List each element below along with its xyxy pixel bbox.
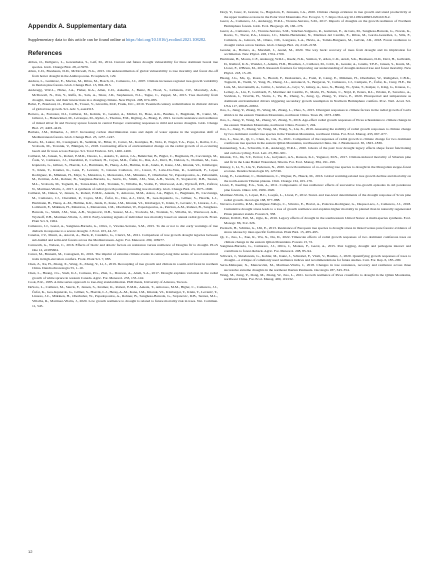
reference-entry: Pretzsch, H., Schütze, G., Uhl, E., 2013. Resistance of European tree species to drought stress in mixed versus pure forests: evidence of stress release by inter-specific facilitation. Plant Biol. 15, 483–495.: [220, 225, 411, 235]
reference-entry: Kharuk, V.I., Im, S.T., Petrov, I.A., Golyukov, A.S., Ranson, K.J., Yagunov, M.N., 2017. Climate-induced mortality of Siberian pine and fir in the Lake Baikal Watershed, Siberia. For. Ecol. Manag. 384, 191–199.: [220, 155, 411, 164]
reference-entry: Babst, F., Bouriaud, O., Poulter, B., Trouet, V., Girardin, M.P., Frank, D.C., 2019. Twentieth century redistribution in climatic drivers of global tree growth. Sci. Adv. 5, eaat4313.: [28, 102, 218, 111]
reference-entry: Chen, L., Huang, J.G., Stadt, K.J., Comeau, P.G., Zhai, L., Dawson, A., Alam, S.A., 2017. Drought explains variation in the radial growth of white spruce in western Canada. Agric. For. Meteorol. 233, 133–142.: [28, 270, 218, 280]
reference-entry: Liang, E., Leuschner, C., Dulamsuren, C., Wagner, B., Hauck, M., 2016. Global warming-related tree growth decline and mortality on the north-eastern Tibetan plateau. Clim. Change 134, 163–176.: [220, 174, 411, 183]
reference-entry: DeSoto, L., Cailleret, M., Sterck, F., Jansen, S., Kramer, K., Robert, E.M.R., Aakala, T., Amoroso, M.M., Bigler, C., Camarero, J.J., Čufar, K., Gea-Izquierdo, G., Gillner, S., Haavik, L.J., Hereş, A.-M., Kane, J.M., Kharuk, V.I., Kitzberger, T., Klein, T., Levanič, T., Linares, J.C., Mäkinen, H., Oberhuber, W., Papadopoulos, A., Rohner, B., Sangüesa-Barreda, G., Stojanovic, D.B., Suárez, M.L., Villalba, R., Martínez-Vilalta, J., 2020. Low growth resilience to drought is related to future mortality risk in trees. Nat. Commun. 11, 545.: [28, 285, 218, 308]
reference-entry: Schwarz, J., Skiadaresis, G., Kohler, M., Kunz, J., Schnabel, F., Vitali, V., Bauhus, J., 2020. Quantifying growth responses of trees to drought—a critique of commonly used resilience indices and recommendations for future studies. Curr. For. Rep. 6, 185–200.: [220, 253, 411, 263]
reference-entry: Cailleret, M., Dakos, V., Jansen, S., Robert, E.M.R., Aakala, T., Amoroso, M.M., Antos, J.A., Bigler, C., Bugmann, H., Caccianiga, M., Camarero, J.J., Cherubini, P., Coyea, M.R., Čufar, K., Das, A.J., Davi, H., Gea-Izquierdo, G., Gillner, S., Haavik, L.J., Hartmann, H., Hereş, A.-M., Hultine, K.R., Janda, P., Kane, J.M., Kharuk, V.I., Kitzberger, T., Klein, T., Levanic, T., Linares, J.-C., Lombardi, F., Mäkinen, H., Mészáros, I., Metsaranta, J.M., Oberhuber, W., Papadopoulos, A., Petritan, A.M., Rohner, B., Sangüesa-Barreda, G., Smith, J.M., Stan, A.B., Stojanovic, D.B., Suarez, M.-L., Svoboda, M., Trotsiuk, V., Villalba, R., Westwood, A.R., Wyckoff, P.H., Martínez-Vilalta, J., 2019. Early-warning signals of individual tree mortality based on annual radial growth. Front. Plant Sci. 9, 1964.: [28, 191, 218, 224]
reference-entry: Dorji, Y., Isaac, P., Gratzer, G., Hagedorn, F., Janssens, I.A., 2020. Climate change evidence in tree growth and stand productivity at the upper treeline ecotone in the Polar Ural Mountains. For. Ecosyst. 7, 7. https://doi.org/10.1186/s40663-020-0218-2.: [220, 10, 411, 19]
reference-entry: Martínez-Vilalta, J., López, B.C., Loepfe, L., Lloret, F., 2012. Stand- and tree-level determinants of the drought response of Scots pine radial growth. Oecologia 168, 877–888.: [220, 192, 411, 202]
reference-entry: Camarero, J.J., Gazol, A., Sangüesa-Barreda, G., Oliva, J., Vicente-Serrano, S.M., 2015. To die or not to die: early warnings of tree dieback in response to a severe drought. J. Ecol. 103, 44–57.: [28, 224, 218, 233]
reference-entry: Wang, M., Jiang, Y., Dong, M., Zhang, W., Jiao, L., 2021. Growth resilience of Picea crassifolia to drought in the Qilian Mountains, northwest China. For. Ecol. Manag. 490, 119132.: [220, 272, 411, 282]
reference-entry: Abbes, O., Dellgerro, L., Gotzenheiss, S., Leif, M., 2014. Current and future drought vulnerability for three dominant boreal tree species. Glob. Change Biol. 28, e15976.: [28, 60, 218, 69]
reference-entry: Jiao, L., Jiang, Y., Wang, M., Zhang, W., Zhang, Y., 2016. Age-effect radial growth responses of Picea schrenkiana to climate change in the eastern Tianshan Mountains, northwest China. Forests 7, 294.: [220, 117, 411, 127]
appendix-section: [28, 23, 218, 42]
reference-entry: Gazol, A., Camarero, J.J., Anderegg, W.R.L., Vicente-Serrano, S.M., 2017. Impacts of droughts on the growth resilience of Northern Hemisphere forests. Glob. Ecol. Biogeogr. 26, 166–176.: [220, 19, 411, 29]
reference-entry: Qi, C., Jiao, L., Xue, R., Wu, X., Du, D., 2022. Timescale effects of radial growth responses of two dominant coniferous trees on climate change in the eastern Qilian Mountains. Forests 13, 72.: [220, 235, 411, 244]
reference-entry: Jiao, L., Jiang, Y., Zhang, W., Wang, M., Zhang, L., Zhao, S., 2015. Divergent responses to climate factors in the radial growth of Larix sibirica in the eastern Tianshan Mountains, northwest China. Trees 29, 1673–1686.: [220, 108, 411, 118]
references-heading: References: [28, 50, 62, 57]
reference-entry: Cailleret, M., Jansen, S., Robert, E.M.R., Desoto, L., Aakala, T., Antos, J.A., Beikircher, B., Bigler, C., Bugmann, H., Caccianiga, M., Čada, V., Camarero, J.J., Cherubini, P., Cochard, H., Coyea, M.R., Čufar, K., Das, A.J., Davi, H., Delzon, S., Dorman, M., Gea-Izquierdo, G., Gillner, S., Haavik, L.J., Hartmann, H., Hereş, A.M., Hultine, K.R., Janda, P., Kane, J.M., Kharuk, V.I., Kitzberger, T., Klein, T., Kramer, K., Lens, F., Levanic, T., Linares Calderon, J.C., Lloret, F., Lobo-Do-Vale, R., Lombardi, F., López Rodríguez, R., Mäkinen, H., Mayr, S., Mészáros, I., Metsaranta, J.M., Minunno, F., Oberhuber, W., Papadopoulos, A., Peltoniemi, M., Petritan, A.M., Rohner, B., Sangüesa-Barreda, G., Sarris, D., Smith, J.M., Stan, A.B., Sterck, F., Stojanović, D.B., Suarez, M.L., Svoboda, M., Tognetti, R., Torres-Ruiz, J.M., Trotsiuk, V., Villalba, R., Vodde, F., Westwood, A.R., Wyckoff, P.H., Zafirov, N., Martínez-Vilalta, J., 2017. A synthesis of radial growth patterns preceding tree mortality. Glob. Change Biol. 23, 1675–1690.: [28, 153, 218, 191]
reference-entry: Barbeta, J.M., Peñuelas, J., 2017. Increasing carbon discrimination rates and depth of water uptake in the vegetation shift of Mediterranean forests. Glob. Change Biol. 23, 1237–1247.: [28, 130, 218, 139]
reference-entry: Jiao, L., Xue, R., Qi, C., Chen, K., Liu, X., 2021. Comparison of the responses of radial growth to climate change for two dominant coniferous tree species in the eastern Qilian Mountains, northwestern China. Int. J. Biometeorol. 65, 1823–1836.: [220, 136, 411, 146]
supplementary-data-link[interactable]: https://doi.org/10.1016/j.ecolind.2021.108282: [126, 37, 206, 42]
reference-entry: Allen, C.D., Breshears, D.D., McDowell, N.G., 2015. On underestimation of global vulnerability to tree mortality and forest die-off from hotter drought in the Anthropocene. Ecosphere 6, 129.: [28, 69, 218, 79]
reference-entry: Carnwath, G., Nelson, C., 2016. Effects of biotic and abiotic factors on resistance versus resilience of Douglas fir to drought. PLoS One 12, e0185604.: [28, 242, 218, 252]
reference-entry: Cook, E.R., 1985. A time series approach to tree-ring standardization. PhD thesis, University of Arizona, Tucson.: [28, 280, 188, 285]
reference-entry: Canelas, J.V., Mauri, A., Anoval, A., Beck, P., Caudullo, G., Clerici, M., 2021. Comparison of tree growth drought legacies between sub-humid and semi-arid forests across the Mediterranean. Agric. For. Meteorol. 299, 108277.: [28, 233, 218, 243]
reference-entry: Gessler, A., Bottero, A., Marshall, J., Arend, M., 2020. The way back: recovery of trees from drought and its implication for acclimation. New Phytol. 228, 1704–1709.: [220, 47, 411, 57]
appendix-heading: Appendix A. Supplementary data: [28, 23, 127, 30]
reference-entry: Carrer, M., Brunetti, M., Castagneri, D., 2016. The imprint of extreme climate events in century-long time series of wood anatomical traits in high-elevation conifers. Front. Plant Sci. 7, 683.: [28, 252, 218, 261]
reference-entry: Andreu, L., Gutiérrez, E., Macias, M., Ribas, M., Bosch, O., Camarero, J.J., 2007. Climate increases regional tree-growth variability in Iberian pine forests. Glob. Change Biol. 13, 804–815.: [28, 78, 218, 88]
reference-entry: Sangüesa-Barreda, G., Camarero, J.J., Oliva, J., Montes, F., Gazol, A., 2015. Past logging, drought and pathogens interact and contribute to forest dieback. Agric. For. Meteorol. 208, 85–94.: [220, 244, 411, 254]
reference-entry: Kannenberg, S.A., Schwalm, C.R., Anderegg, W.R.L., 2020. Ghosts of the past: how drought legacy effects shape forest functioning and carbon cycling. Ecol. Lett. 23, 891–901.: [220, 145, 411, 155]
reference-entry: Gazol, A., Camarero, J.J., Vicente-Serrano, S.M., Sánchez-Salguero, R., Gutiérrez, E., de Luis, M., Sangüesa-Barreda, G., Novak, K., Rozas, V., Tíscar, P.A., Linares, J.C., Martín-Hernández, N., Martínez del Castillo, E., Ribas, M., García-González, I., Silla, F., Camisón, A., Génova, M., Olano, J.M., Longares, L.A., Hevia, A., Tomás-Burguera, M., Galván, J.D., 2018. Forest resilience to drought varies across biomes. Glob. Change Biol. 24, 2143–2158.: [220, 28, 411, 47]
references-right-column: [220, 10, 411, 282]
reference-entry: Lloret, F., Keeling, E.G., Sala, A., 2011. Components of tree resilience: effects of successive low-growth episodes in old ponderosa pine forests. Oikos 120, 1909–1920.: [220, 183, 411, 193]
references-left-column: [28, 60, 218, 308]
page-number: 12: [28, 549, 33, 554]
appendix-text: Supplementary data to this article can be found online at https://doi.org/10.1016/j.ecolind.2021.108282.: [28, 37, 207, 42]
reference-entry: Bottero, A., Forrester, D.I., Cailleret, M., Kohnle, U., Gessler, A., Michel, D., Bose, A.K., Bauhus, J., Bugmann, H., Cuntz, M., Gillerot, L., Hanewinkel, M., Lévesque, M., Ryder, J., Thomas, F.M., Rigling, A., Brang, P., 2021. Growth resistance and resilience of mixed silver fir and Norway spruce forests in central Europe: contrasting responses to mild and severe droughts. Glob. Change Biol. 27, 4403–4419.: [28, 111, 218, 130]
reference-entry: Huang, J.G., Ma, Q., Rossi, S., Biondi, F., Deslauriers, A., Fonti, P., Liang, E., Mäkinen, H., Oberhuber, W., Rathgeber, C.B.K., Tognetti, R., Treml, V., Yang, B., Zhang, J.L., Antonucci, S., Bergeron, Y., Camarero, J.J., Campelo, F., Čufar, K., Cuny, H.E., De Luis, M., Giovannelli, A., Gričar, J., Gruber, A., Gryc, V., Güney, A., Guo, X., Huang, W., Jyske, T., Kašpar, J., King, G., Krause, C., Lemay, A., Liu, F., Lombardi, F., Martínez del Castillo, E., Morin, H., Nabais, C., Nöjd, P., Peters, R.L., Prislan, P., Saracino, A., Swidrak, I., Vavrčík, H., Vieira, J., Yu, B., Zhang, S., Zeng, Q., Zhang, Y., Ziaco, E., 2020. Photoperiod and temperature as dominant environmental drivers triggering secondary growth resumption in Northern Hemisphere conifers. Proc. Natl. Acad. Sci. USA 117, 20645–20652.: [220, 75, 411, 108]
reference-entry: Chen, Z., Xu, H., Zhang, X., Wang, X., Zhang, Y., Li, J., 2019. Decoupling of tree growth and climate in a semi-arid forest in northern China. Dendrochronologia 55, 1–10.: [28, 261, 218, 271]
reference-entry: Jiao, L., Jiang, Y., Zhang, W., Wang, M., Wang, S., Liu, X., 2019. Assessing the stability of radial growth responses to climate change by two dominant conifer tree species in the Tianshan Mountains, northwest China. For. Ecol. Manag. 433, 667–677.: [220, 127, 411, 136]
reference-entry: Serra-Maluquer, X., Mencuccini, M., Martínez-Vilalta, J., 2018. Changes in tree resistance, recovery and resilience across three successive extreme droughts in the northeast Iberian Peninsula. Oecologia 187, 343–354.: [220, 263, 411, 272]
reference-entry: Anderegg, W.R.L., Hicke, J.A., Fisher, R.A., Allen, C.D., Aukema, J., Bentz, B., Hood, S., Lichstein, J.W., Macalady, A.K., McDowell, N., Pan, Y., Raffa, K., Sala, A., Shaw, J.D., Stephenson, N.L., Tague, C., Zeppel, M., 2015. Tree mortality from drought, insects, and their interactions in a changing climate. New Phytol. 208, 674–683.: [28, 88, 218, 102]
reference-entry: Navarro-Cerrillo, R.M., Rodriguez-Vallejo, C., Silveiro, E., Hortal, A., Palacios-Rodríguez, G., Duque-Lazo, J., Camarero, J.J., 2018. Cumulative drought stress leads to a loss of growth resilience and explains higher mortality in planted than in naturally regenerated Pinus pinaster stands. Forests 9, 358.: [220, 202, 411, 216]
reference-entry: Kinney, J., Li, Y., Liu, Y., Pederson, N., 2020. Growth resilience of co-occurring tree species to drought in the Mongolian steppe-forest ecotone. Dendrochronologia 63, 125746.: [220, 164, 411, 174]
reference-entry: Bosela, M., Lukac, M., Castagneri, D., Sedmák, R., Biber, P., Carrer, M., Konôpka, B., Nola, P., Nagel, T.A., Popa, I., Roibu, C.C., Svoboda, M., Trotsiuk, V., Büntgen, U., 2018. Contrasting effects of environmental change on the radial growth of co-occurring beech and fir trees across Europe. Sci. Total Environ. 615, 1460–1469.: [28, 139, 218, 154]
reference-entry: Hartmann, H., Moura, C.F., Anderegg, W.R.L., Ruehr, N.K., Salmon, Y., Allen, C.D., Arndt, S.K., Breshears, D.D., Davi, H., Galbraith, D., Ruthrof, K.X., Wunder, J., Adams, H.D., Bloemen, J., Cailleret, M., Cobb, R., Gessler, A., Grams, T.E.E., Jansen, S., Kautz, M., Lloret, F., O'Brien, M., 2018. Research frontiers for improving our understanding of drought-induced tree and forest mortality. New Phytol. 218, 15–28.: [220, 56, 411, 75]
reference-entry: Peltier, D.M.P., Fell, M., Ogle, K., 2016. Legacy effects of drought in the southwestern United States: A multi-species synthesis. Ecol. Monogr. 86, 312–326.: [220, 216, 411, 225]
